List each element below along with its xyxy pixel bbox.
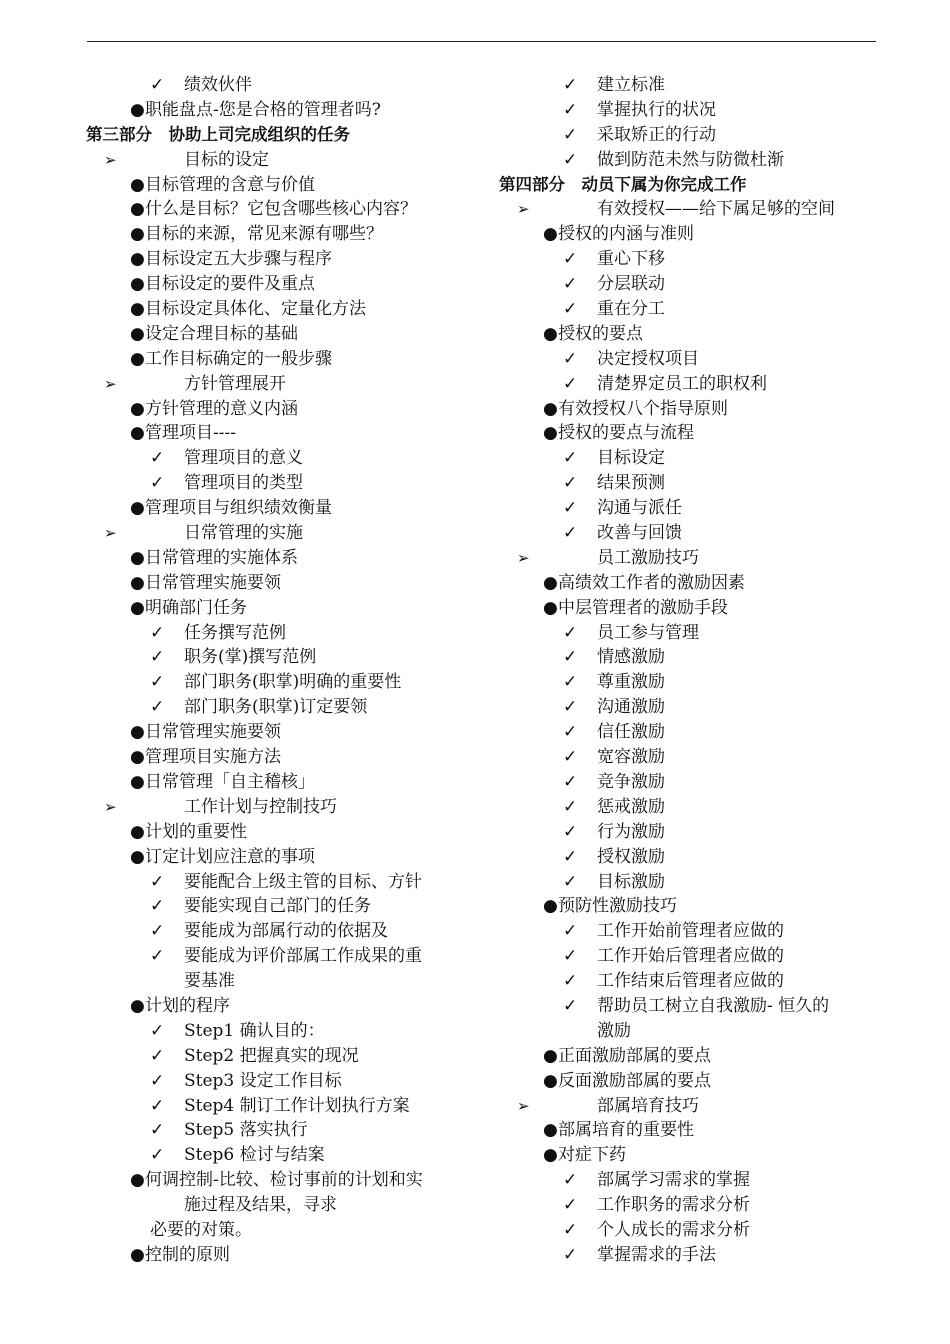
outline-item-text: 要能实现自己部门的任务 [184,896,371,917]
outline-item-text: 目标的来源，常见来源有哪些？ [145,224,383,245]
bullet-icon: ● [130,398,145,419]
outline-item-text: 目标激励 [597,871,665,892]
outline-item-check [499,372,889,397]
check-icon: ✓ [563,299,578,320]
outline-item-check [499,994,889,1019]
outline-item-text: 计划的重要性 [145,821,247,842]
outline-item-text: 部属培育的重要性 [558,1120,694,1141]
outline-item-arrow [499,1094,889,1119]
outline-item-text: 日常管理「自主稽核」 [145,771,315,792]
bullet-icon: ● [543,597,558,618]
bullet-icon: ● [130,771,145,792]
outline-item-text: 中层管理者的激励手段 [558,597,728,618]
outline-item-check [499,1168,889,1193]
check-icon: ✓ [150,871,165,892]
outline-item-text: 有效授权——给下属足够的空间 [597,199,835,220]
outline-item-check [499,1218,889,1243]
outline-item-check [499,870,889,895]
check-icon: ✓ [150,622,165,643]
outline-item-bullet [499,1143,889,1168]
outline-item-text: 重心下移 [597,249,665,270]
outline-item-text: 改善与回馈 [597,523,682,544]
outline-item-bullet [86,297,481,322]
outline-item-text: 日常管理实施要领 [145,572,281,593]
outline-item-bullet [86,571,481,596]
arrow-bullet-icon: ➢ [517,200,530,219]
check-icon: ✓ [563,971,578,992]
check-icon: ✓ [150,697,165,718]
outline-item-check [499,496,889,521]
check-icon: ✓ [563,473,578,494]
outline-item-text: 沟通激励 [597,697,665,718]
bullet-icon: ● [130,99,145,120]
bullet-icon: ● [130,1170,145,1191]
outline-item-bullet [86,1243,481,1268]
bullet-icon: ● [130,274,145,295]
outline-item-text: 日常管理的实施体系 [145,547,298,568]
outline-item-check [86,471,481,496]
check-icon: ✓ [563,647,578,668]
outline-item-text: 决定授权项目 [597,348,699,369]
outline-item-bullet [86,820,481,845]
outline-item-text: 工作目标确定的一般步骤 [145,348,332,369]
outline-item-text: 目标设定的要件及重点 [145,274,315,295]
outline-item-arrow [86,148,481,173]
outline-item-text: 必要的对策。 [150,1219,252,1240]
outline-item-arrow [86,795,481,820]
outline-item-text: 管理项目---- [145,423,236,444]
outline-item-text: 方针管理的意义内涵 [145,398,298,419]
outline-item-check [499,272,889,297]
bullet-icon: ● [130,572,145,593]
outline-item-text: 控制的原则 [145,1244,230,1265]
outline-item-check [499,645,889,670]
outline-item-bullet [86,596,481,621]
outline-item-bullet [499,322,889,347]
outline-item-bullet [499,894,889,919]
arrow-bullet-icon: ➢ [104,797,117,816]
section-heading-text: 第三部分 协助上司完成组织的任务 [86,124,350,144]
outline-item-text: 任务撰写范例 [184,622,286,643]
outline-item-text: 订定计划应注意的事项 [145,846,315,867]
check-icon: ✓ [150,75,165,95]
header-rule [87,41,876,42]
check-icon: ✓ [563,348,578,369]
outline-item-bullet [499,1069,889,1094]
check-icon: ✓ [150,1020,165,1041]
outline-item-bullet [86,222,481,247]
outline-item-text: 预防性激励技巧 [558,896,677,917]
outline-item-text: 有效授权八个指导原则 [558,398,728,419]
outline-item-text: 设定合理目标的基础 [145,323,298,344]
outline-item-text: 工作计划与控制技巧 [184,796,337,817]
check-icon: ✓ [563,697,578,718]
outline-item-text: 要能配合上级主管的目标、方针 [184,871,422,892]
section-heading [86,123,481,148]
outline-item-check [499,720,889,745]
outline-item-text: 管理项目的类型 [184,473,303,494]
outline-item-bullet [86,994,481,1019]
outline-item-check [86,446,481,471]
outline-item-bullet [499,596,889,621]
outline-item-bullet [86,197,481,222]
outline-item-text: 对症下药 [558,1145,626,1166]
check-icon: ✓ [563,498,578,519]
outline-item-text: 清楚界定员工的职权利 [597,373,767,394]
check-icon: ✓ [563,672,578,693]
outline-item-arrow [499,197,889,222]
outline-item-text: 授权的内涵与准则 [558,224,694,245]
check-icon: ✓ [563,373,578,394]
outline-item-text: 日常管理实施要领 [145,722,281,743]
outline-item-text: 工作开始前管理者应做的 [597,921,784,942]
section-heading [499,173,889,198]
check-icon: ✓ [563,124,578,145]
outline-item-text: Step6 检讨与结案 [184,1145,325,1166]
outline-item-text: 工作结束后管理者应做的 [597,971,784,992]
outline-item-text: 部门职务(职掌)订定要领 [184,697,368,718]
outline-item-bullet [86,247,481,272]
outline-item-bullet [86,173,481,198]
outline-item-bullet [86,347,481,372]
outline-item-text: 员工激励技巧 [597,547,699,568]
check-icon: ✓ [563,796,578,817]
bullet-icon: ● [130,846,145,867]
outline-item-check [499,297,889,322]
outline-item-check [499,670,889,695]
left-column [86,73,481,1268]
outline-item-text: 宽容激励 [597,747,665,768]
check-icon: ✓ [150,1045,165,1066]
check-icon: ✓ [563,771,578,792]
bullet-icon: ● [130,821,145,842]
outline-item-check [499,745,889,770]
check-icon: ✓ [563,99,578,120]
bullet-icon: ● [543,1070,558,1091]
bullet-icon: ● [130,199,145,220]
outline-item-check [86,621,481,646]
bullet-icon: ● [543,224,558,245]
outline-item-text: 目标设定具体化、定量化方法 [145,299,366,320]
outline-item-text: 行为激励 [597,821,665,842]
outline-item-check [499,919,889,944]
outline-item-text: 施过程及结果，寻求 [184,1195,337,1216]
bullet-icon: ● [543,1120,558,1141]
check-icon: ✓ [150,1070,165,1091]
outline-item-check [499,73,889,98]
outline-item-text: 工作职务的需求分析 [597,1195,750,1216]
outline-item-text: 做到防范未然与防微杜渐 [597,149,784,170]
bullet-icon: ● [130,995,145,1016]
outline-item-text: 采取矫正的行动 [597,124,716,145]
outline-item-cont [86,1193,481,1218]
outline-item-check [499,1243,889,1268]
check-icon: ✓ [563,1195,578,1216]
outline-item-check [499,148,889,173]
outline-item-text: 管理项目的意义 [184,448,303,469]
outline-item-bullet [499,222,889,247]
outline-item-bullet [499,571,889,596]
outline-item-text: 重在分工 [597,299,665,320]
outline-item-text: 要能成为评价部属工作成果的重 [184,946,422,967]
outline-item-text: 高绩效工作者的激励因素 [558,572,745,593]
outline-item-text: 要基准 [184,971,235,992]
outline-item-text: 目标的设定 [184,149,269,170]
bullet-icon: ● [543,398,558,419]
check-icon: ✓ [563,946,578,967]
bullet-icon: ● [130,323,145,344]
check-icon: ✓ [563,523,578,544]
outline-item-check [499,1193,889,1218]
outline-item-text: 惩戒激励 [597,796,665,817]
outline-item-text: 管理项目实施方法 [145,747,281,768]
outline-item-check [86,73,481,98]
bullet-icon: ● [130,722,145,743]
outline-item-check [499,845,889,870]
check-icon: ✓ [150,1120,165,1141]
bullet-icon: ● [130,747,145,768]
outline-item-check [86,919,481,944]
outline-item-text: 部属培育技巧 [597,1095,699,1116]
check-icon: ✓ [150,896,165,917]
outline-item-text: 目标设定五大步骤与程序 [145,249,332,270]
outline-item-arrow [86,521,481,546]
outline-item-text: 激励 [597,1020,631,1041]
check-icon: ✓ [563,149,578,170]
right-column [499,73,889,1268]
outline-item-text: 分层联动 [597,274,665,295]
check-icon: ✓ [563,821,578,842]
arrow-bullet-icon: ➢ [104,374,117,393]
outline-item-text: Step1 确认目的： [184,1020,325,1041]
outline-item-check [499,98,889,123]
outline-item-bullet [86,322,481,347]
outline-item-check [499,621,889,646]
check-icon: ✓ [563,747,578,768]
outline-item-arrow [86,372,481,397]
bullet-icon: ● [130,174,145,195]
outline-item-text: 情感激励 [597,647,665,668]
arrow-bullet-icon: ➢ [517,1096,530,1115]
section-heading-text: 第四部分 动员下属为你完成工作 [499,174,747,194]
outline-item-text: 掌握需求的手法 [597,1244,716,1265]
outline-item-bullet [499,421,889,446]
outline-item-text: 管理项目与组织绩效衡量 [145,498,332,519]
outline-item-bullet [86,421,481,446]
check-icon: ✓ [563,871,578,892]
outline-item-check [86,1044,481,1069]
outline-item-bullet [86,496,481,521]
bullet-icon: ● [543,1145,558,1166]
outline-item-check [86,645,481,670]
outline-item-check [499,695,889,720]
outline-item-text: 计划的程序 [145,995,230,1016]
check-icon: ✓ [150,647,165,668]
outline-item-check [499,446,889,471]
outline-item-text: 授权激励 [597,846,665,867]
outline-item-bullet [86,770,481,795]
check-icon: ✓ [563,1244,578,1265]
outline-item-bullet [86,1168,481,1193]
check-icon: ✓ [150,946,165,967]
outline-item-arrow [499,546,889,571]
outline-item-text: 方针管理展开 [184,373,286,394]
outline-item-text: 正面激励部属的要点 [558,1045,711,1066]
outline-item-check [86,695,481,720]
outline-item-bullet [499,397,889,422]
outline-item-bullet [499,1118,889,1143]
check-icon: ✓ [150,921,165,942]
outline-item-text: Step4 制订工作计划执行方案 [184,1095,410,1116]
outline-item-bullet [86,98,481,123]
outline-item-check [86,1019,481,1044]
outline-item-check [499,795,889,820]
outline-item-text: 竞争激励 [597,771,665,792]
arrow-bullet-icon: ➢ [104,524,117,543]
outline-item-text: 信任激励 [597,722,665,743]
outline-item-check [499,944,889,969]
outline-item-text: 结果预测 [597,473,665,494]
outline-item-check [499,969,889,994]
bullet-icon: ● [130,1244,145,1265]
check-icon: ✓ [150,448,165,469]
check-icon: ✓ [563,75,578,95]
outline-item-text: 部门职务(职掌)明确的重要性 [184,672,402,693]
outline-item-text: 个人成长的需求分析 [597,1219,750,1240]
check-icon: ✓ [563,1170,578,1191]
outline-item-cont [86,969,481,994]
outline-item-bullet [499,1044,889,1069]
outline-item-check [86,1069,481,1094]
outline-item-text: 授权的要点与流程 [558,423,694,444]
outline-item-check [86,870,481,895]
bullet-icon: ● [130,547,145,568]
outline-item-check [499,770,889,795]
outline-item-text: 反面激励部属的要点 [558,1070,711,1091]
outline-item-text: 要能成为部属行动的依据及 [184,921,388,942]
check-icon: ✓ [150,1145,165,1166]
outline-item-text: 建立标准 [597,75,665,95]
outline-item-check [86,1118,481,1143]
outline-item-bullet [86,397,481,422]
check-icon: ✓ [563,1219,578,1240]
check-icon: ✓ [563,921,578,942]
check-icon: ✓ [150,473,165,494]
outline-item-text: 员工参与管理 [597,622,699,643]
outline-item-bullet [86,845,481,870]
outline-item-bullet [86,720,481,745]
outline-item-text: 掌握执行的状况 [597,99,716,120]
check-icon: ✓ [150,1095,165,1116]
outline-item-cont [499,1019,889,1044]
bullet-icon: ● [130,224,145,245]
outline-item-text: 工作开始后管理者应做的 [597,946,784,967]
outline-item-text: 帮助员工树立自我激励- 恒久的 [597,995,830,1016]
outline-item-text: Step3 设定工作目标 [184,1070,342,1091]
outline-item-bullet [86,546,481,571]
outline-item-text: 什么是目标？它包含哪些核心内容？ [145,199,417,220]
check-icon: ✓ [563,274,578,295]
bullet-icon: ● [130,249,145,270]
check-icon: ✓ [150,672,165,693]
outline-item-text: 职能盘点-您是合格的管理者吗? [145,99,381,120]
outline-item-check [86,1094,481,1119]
outline-item-text: 授权的要点 [558,323,643,344]
outline-item-text: Step5 落实执行 [184,1120,308,1141]
outline-item-check [499,123,889,148]
outline-item-check [499,521,889,546]
outline-item-check [86,670,481,695]
check-icon: ✓ [563,722,578,743]
bullet-icon: ● [543,896,558,917]
bullet-icon: ● [543,423,558,444]
check-icon: ✓ [563,448,578,469]
bullet-icon: ● [543,1045,558,1066]
outline-item-check [499,347,889,372]
outline-item-text: 尊重激励 [597,672,665,693]
outline-item-check [86,944,481,969]
bullet-icon: ● [130,498,145,519]
bullet-icon: ● [130,423,145,444]
outline-item-text: 绩效伙伴 [184,75,252,95]
check-icon: ✓ [563,846,578,867]
outline-item-bullet [86,745,481,770]
outline-item-text: Step2 把握真实的现况 [184,1045,359,1066]
arrow-bullet-icon: ➢ [104,150,117,169]
outline-item-text: 沟通与派任 [597,498,682,519]
check-icon: ✓ [563,622,578,643]
outline-item-text: 目标管理的含意与价值 [145,174,315,195]
outline-item-bullet [86,272,481,297]
outline-item-check [499,247,889,272]
bullet-icon: ● [130,348,145,369]
outline-item-text: 明确部门任务 [145,597,247,618]
outline-item-text: 部属学习需求的掌握 [597,1170,750,1191]
outline-item-text: 职务(掌)撰写范例 [184,647,317,668]
check-icon: ✓ [563,249,578,270]
outline-item-text: 目标设定 [597,448,665,469]
outline-item-check [499,820,889,845]
bullet-icon: ● [130,597,145,618]
outline-item-check [86,894,481,919]
bullet-icon: ● [130,299,145,320]
outline-item-check [499,471,889,496]
outline-item-text: 日常管理的实施 [184,523,303,544]
bullet-icon: ● [543,572,558,593]
outline-item-cont2 [86,1218,481,1243]
check-icon: ✓ [563,995,578,1016]
outline-item-check [86,1143,481,1168]
arrow-bullet-icon: ➢ [517,548,530,567]
bullet-icon: ● [543,323,558,344]
outline-item-text: 何调控制-比较、检讨事前的计划和实 [145,1170,423,1191]
